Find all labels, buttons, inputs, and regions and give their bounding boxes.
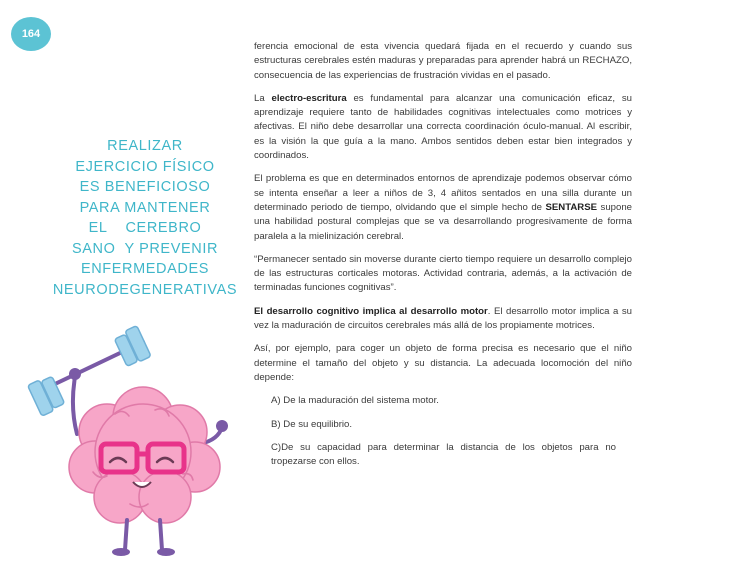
brain-lifting-dumbbell-icon: [15, 322, 250, 562]
paragraph-2: [254, 92, 632, 163]
paragraph-5-post: . El desarrollo motor implica a su vez la maduración de circuitos cerebrales más allá de los propiamente motrices.: [254, 305, 632, 332]
sidebar-heading-line: ENFERMEDADES: [80, 261, 210, 277]
sidebar-heading-line: NEURODEGENERATIVAS: [52, 281, 238, 298]
sidebar-heading-line: SANO Y PREVENIR: [71, 240, 219, 257]
paragraph-3-term: SENTARSE: [545, 201, 598, 213]
paragraph-6: Así, por ejemplo, para coger un objeto de forma precisa es necesario que el niño determine el tamaño del objeto y su distancia. La adecuada locomoción del niño depende:: [254, 343, 632, 383]
sidebar-heading-line: PARA MANTENER: [79, 199, 211, 216]
list-item: B) De su equilibrio.: [271, 418, 353, 430]
sidebar-heading-line: REALIZAR: [107, 138, 183, 154]
sidebar-heading: [40, 136, 250, 300]
paragraph-4-quote: “Permanecer sentado sin moverse durante cierto tiempo requiere un desarrollo complejo de las estructuras corticales motoras. Actividad contraria, además, a la activación de terminadas funciones cognitivas”.: [254, 253, 632, 294]
paragraph-3-post: supone una habilidad postural complejas que se va desarrollando progresivamente de forma paralela a la mielinización cerebral.: [254, 201, 633, 242]
sidebar-heading-line: EJERCICIO FÍSICO: [75, 158, 215, 175]
paragraph-3: [254, 172, 632, 243]
page-number-badge: [11, 17, 51, 51]
sidebar-heading-line: ES BENEFICIOSO: [79, 179, 211, 195]
paragraph-5: [254, 305, 632, 334]
page-number: 164: [21, 28, 41, 40]
paragraph-5-term: El desarrollo cognitivo implica al desarrollo motor: [254, 305, 488, 317]
main-text: [254, 40, 632, 478]
paragraph-3-pre: El problema es que en determinados entornos de aprendizaje podemos observar cómo se intenta enseñar a leer a niños de 3, 4 añitos sentados en una silla durante un determinado periodo de tiempo, olvidando que el simple hecho de: [254, 173, 632, 213]
list-item: A) De la maduración del sistema motor.: [271, 395, 439, 407]
paragraph-2-post: es fundamental para alcanzar una comunicación eficaz, su aprendizaje requiere tanto de habilidades cognitivas intelectuales como motrices y afectivas. El niño debe desarrollar una correcta coordinación óculo-manual. Al escribir, es la visión la que guía a la mano. Ambos sentidos deben estar bien integrados y coordinados.: [254, 92, 633, 162]
list-item: C)De su capacidad para determinar la distancia de los objetos para no tropezarse con ellos.: [271, 441, 616, 468]
paragraph-1: ferencia emocional de esta vivencia quedará fijada en el recuerdo y cuando sus estructuras cerebrales estén maduras y preparadas para aprender habrá un RECHAZO, consecuencia de las experiencias de frustración vividas en el pasado.: [254, 41, 632, 81]
paragraph-2-term: electro-escritura: [271, 92, 347, 104]
paragraph-2-pre: La: [254, 92, 272, 104]
sidebar-heading-line: EL CEREBRO: [88, 220, 202, 236]
